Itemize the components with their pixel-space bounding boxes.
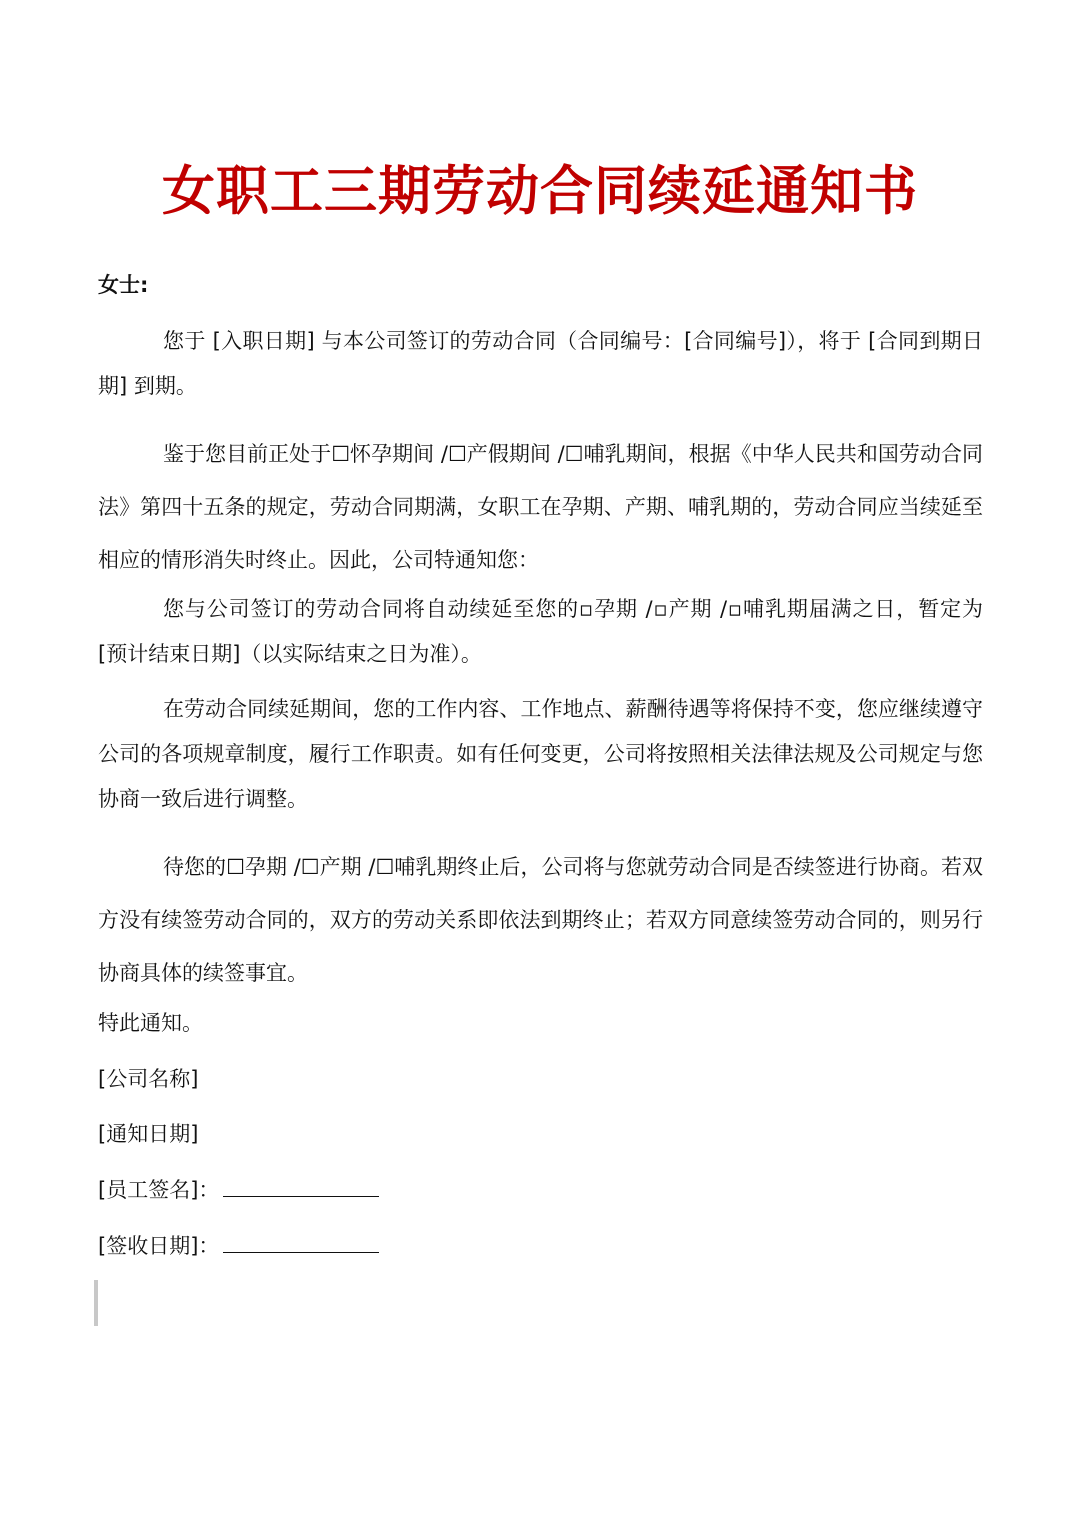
paragraph-terms-unchanged: 在劳动合同续延期间，您的工作内容、工作地点、薪酬待遇等将保持不变，您应继续遵守公司的各项规章制度，履行工作职责。如有任何变更，公司将按照相关法律法规及公司规定与您协商一致后进行调整。 [98,697,983,811]
employee-signature-line [98,1173,379,1207]
document-title: 女职工三期劳动合同续延通知书 [162,161,918,222]
paragraph-legal-basis: 鉴于您目前正处于☐怀孕期间 /☐产假期间 /☐哺乳期间，根据《中华人民共和国劳动合同法》第四十五条的规定，劳动合同期满，女职工在孕期、产期、哺乳期的，劳动合同应当续延至相应的情形消失时终止。因此，公司特通知您： [98,442,983,572]
paragraph-renewal: 待您的☐孕期 /☐产期 /☐哺乳期终止后，公司将与您就劳动合同是否续签进行协商。若双方没有续签劳动合同的，双方的劳动关系即依法到期终止；若双方同意续签劳动合同的，则另行协商具体的续签事宜。 [98,855,983,985]
employee-signature-label: [员工签名]： [98,1178,220,1202]
receipt-date-label: [签收日期]： [98,1234,220,1258]
paragraph-extension: 您与公司签订的劳动合同将自动续延至您的▫孕期 /▫产期 /▫哺乳期届满之日，暂定为 [预计结束日期]（以实际结束之日为准）。 [98,597,983,666]
company-name: [公司名称] [98,1067,199,1091]
receipt-date-blank[interactable] [223,1232,379,1253]
paragraph-contract-expiry: 您于 [入职日期] 与本公司签订的劳动合同（合同编号：[合同编号]），将于 [合同到期日期] 到期。 [98,329,983,398]
employee-signature-blank[interactable] [223,1176,379,1197]
closing-text: 特此通知。 [98,1011,203,1035]
receipt-date-line [98,1229,379,1263]
salutation: 女士: [98,273,149,297]
text-cursor[interactable] [94,1280,98,1326]
notice-date: [通知日期] [98,1122,199,1146]
